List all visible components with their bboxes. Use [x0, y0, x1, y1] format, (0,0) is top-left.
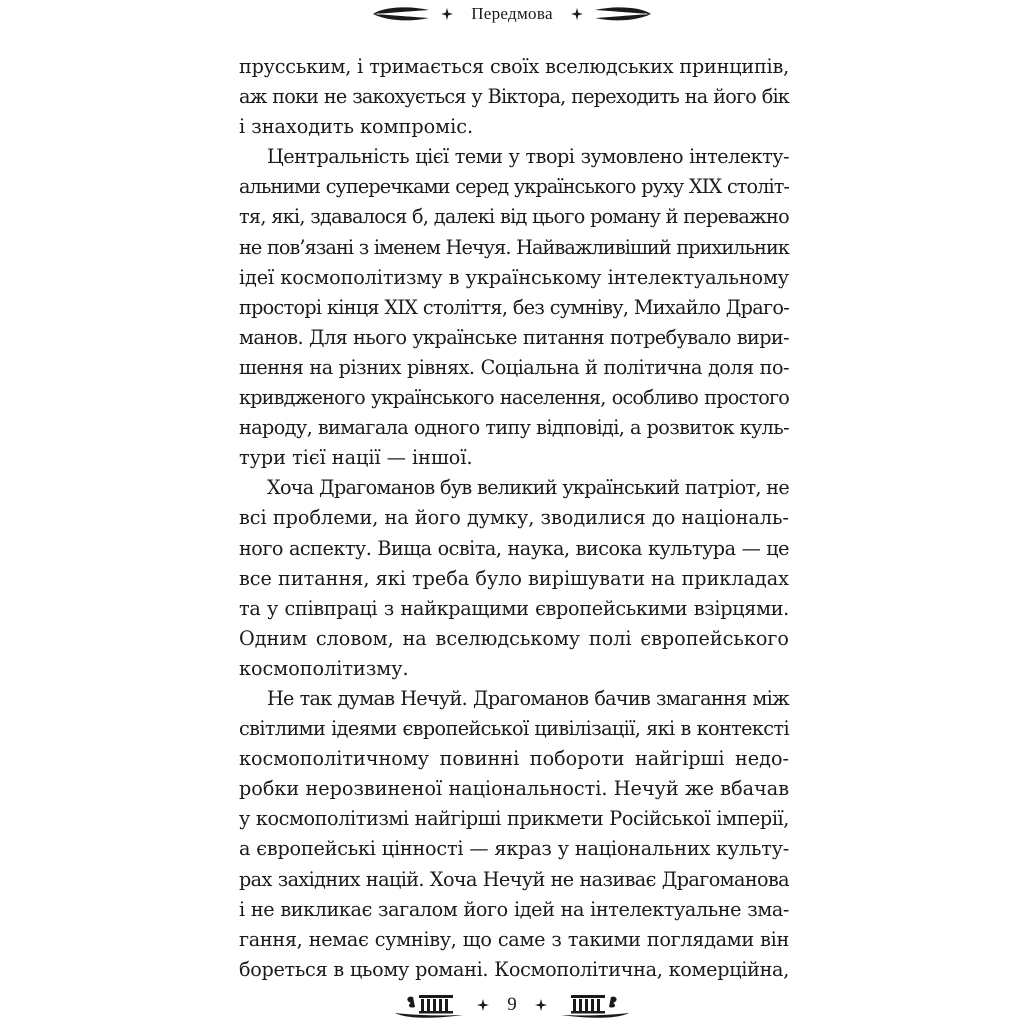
- text-line: просторі кінця XIX століття, без сумніву, Михайло Драго-: [239, 295, 789, 319]
- text-line: прусським, і тримається своїх вселюдських принципів,: [239, 55, 789, 78]
- text-line: і знаходить компроміс.: [239, 115, 474, 139]
- text-line: у космополітизмі найгірші прикмети Російської імперії,: [239, 807, 789, 831]
- star-footer-right-icon: [535, 999, 547, 1011]
- star-left-icon: [441, 8, 453, 20]
- text-line: а європейські цінності — якраз у національних культу-: [239, 837, 789, 861]
- text-line: ного аспекту. Вища освіта, наука, висока культура — це: [239, 536, 789, 560]
- text-line: шення на різних рівнях. Соціальна й політична доля по-: [239, 355, 789, 379]
- text-line: Центральність цієї теми у творі зумовлено інтелекту-: [267, 145, 789, 169]
- text-line: всі проблеми, на його думку, зводилися до національ-: [239, 506, 789, 530]
- leaf-ornament-left-icon: [371, 5, 431, 23]
- text-line: бореться в цьому романі. Космополітична, комерційна,: [239, 957, 789, 981]
- running-head: [0, 2, 1024, 26]
- leaf-ornament-right-icon: [593, 5, 653, 23]
- body-text: [239, 52, 789, 985]
- text-line: народу, вимагала одного типу відповіді, а розвиток куль-: [239, 416, 789, 440]
- text-line: манов. Для нього українське питання потребувало вири-: [239, 325, 789, 349]
- text-line: все питання, які треба було вирішувати на прикладах: [239, 566, 789, 590]
- text-line: світлими ідеями європейської цивілізації, які в контексті: [239, 717, 789, 741]
- text-line: тя, які, здавалося б, далекі від цього роману й переважно: [239, 205, 789, 229]
- text-line: тури тієї нації — іншої.: [239, 446, 473, 470]
- text-line: та у співпраці з найкращими європейськими взірцями.: [239, 596, 789, 620]
- running-title: Передмова: [471, 4, 553, 23]
- text-line: Хоча Драгоманов був великий український патріот, не: [267, 476, 789, 500]
- page-footer: [0, 985, 1024, 1025]
- text-line: гання, немає сумніву, що саме з такими поглядами він: [239, 927, 789, 951]
- text-line: кривдженого українського населення, особливо простого: [239, 386, 789, 410]
- star-footer-left-icon: [477, 999, 489, 1011]
- text-line: космополітизму.: [239, 656, 409, 680]
- text-line: космополітичному повинні побороти найгірші недо-: [239, 747, 789, 771]
- text-line: альними суперечками серед українського руху XIX століт-: [239, 175, 789, 199]
- text-line: Одним словом, на вселюдському полі європейського: [239, 626, 789, 650]
- building-ornament-right-icon: [559, 989, 631, 1021]
- text-line: ідеї космополітизму в українському інтелектуальному: [239, 265, 789, 289]
- text-line: рах західних націй. Хоча Нечуй не називає Драгоманова: [239, 867, 789, 891]
- text-line: і не викликає загалом його ідей на інтелектуальне зма-: [239, 897, 789, 921]
- star-right-icon: [571, 8, 583, 20]
- building-ornament-left-icon: [393, 989, 465, 1021]
- text-line: робки нерозвиненої національності. Нечуй же вбачав: [239, 777, 789, 801]
- text-line: аж поки не закохується у Віктора, переходить на його бік: [239, 85, 789, 109]
- page-number: 9: [507, 994, 517, 1015]
- text-line: не пов’язані з іменем Нечуя. Найважливіший прихильник: [239, 235, 789, 259]
- text-line: Не так думав Нечуй. Драгоманов бачив змагання між: [267, 686, 789, 710]
